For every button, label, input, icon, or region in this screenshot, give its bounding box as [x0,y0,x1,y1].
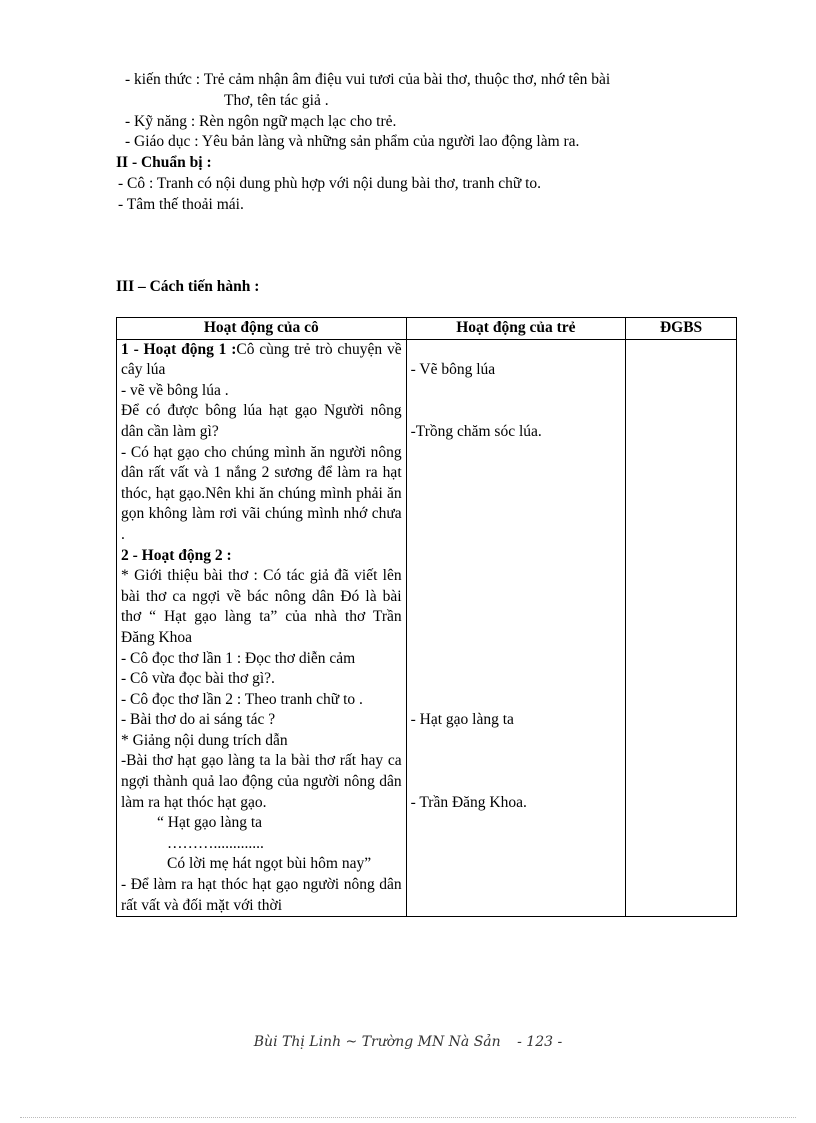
teacher-line [121,340,402,381]
prep-item-2: - Tâm thế thoải mái. [118,196,244,213]
activity-1-text: Cô cùng trẻ trò chuyện về cây lúa [121,340,402,379]
poem-quote-ellipsis: ………............. [167,834,264,852]
header-teacher: Hoạt động của cô [117,318,407,340]
objective-skill: - Kỹ năng : Rèn ngôn ngữ mạch lạc cho trẻ. [125,113,397,130]
page-number: - 123 - [517,1034,563,1050]
teacher-line: - Bài thơ do ai sáng tác ? [121,711,276,729]
teacher-line: - Cô vừa đọc bài thơ gì?. [121,670,275,688]
objective-knowledge: - kiến thức : Trẻ cảm nhận âm điệu vui tươi của bài thơ, thuộc thơ, nhớ tên bài [125,71,611,88]
teacher-line: - Để làm ra hạt thóc hạt gạo người nông dân rất vất và đối mặt với thời [121,876,402,914]
teacher-line: - Cô đọc thơ lần 1 : Đọc thơ diễn cảm [121,649,356,667]
header-child: Hoạt động của trẻ [406,318,626,340]
teacher-line: * Giới thiệu bài thơ : Có tác giả đã viết lên bài thơ ca ngợi về bác nông dân Đó là bài thơ “ Hạt gạo làng ta” của nhà thơ Trần Đăng Khoa [121,567,402,646]
prep-heading: II - Chuẩn bị : [116,154,212,171]
poem-quote-end: Có lời mẹ hát ngọt bùi hôm nay” [167,855,372,873]
child-plant-rice: -Trồng chăm sóc lúa. [410,422,542,440]
objective-knowledge-cont: Thơ, tên tác giả . [224,92,329,109]
prep-item-1: - Cô : Tranh có nội dung phù hợp với nội dung bài thơ, tranh chữ to. [118,175,542,192]
activity-2-title: 2 - Hoạt động 2 : [121,546,232,564]
child-author: - Trần Đăng Khoa. [410,793,527,811]
activity-table [116,317,737,917]
teacher-line: - Có hạt gạo cho chúng mình ăn người nông dân rất vất và 1 nắng 2 sương để làm ra hạt thóc, hạt gạo.Nên khi ăn chúng mình phải ăn gọn không làm rơi vãi chúng mình nhớ chưa . [121,443,402,543]
teacher-line: -Bài thơ hạt gạo làng ta la bài thơ rất hay ca ngợi thành quả lao động của người nông dân làm ra hạt thóc hạt gạo. [121,752,402,811]
child-activity-cell [406,339,626,917]
procedure-heading: III – Cách tiến hành : [116,278,260,295]
objective-education: - Giáo dục : Yêu bản làng và những sản phẩm của người lao động làm ra. [125,133,580,150]
teacher-line: - Cô đọc thơ lần 2 : Theo tranh chữ to . [121,690,363,708]
poem-quote-start: “ Hạt gạo làng ta [157,814,263,832]
header-assessment: ĐGBS [626,318,737,340]
child-poem-name: - Hạt gạo làng ta [410,711,514,729]
teacher-activity-cell [117,339,407,917]
assessment-cell [626,339,737,917]
activity-1-title: 1 - Hoạt động 1 : [121,340,237,358]
child-draw-rice: - Vẽ bông lúa [410,361,496,379]
teacher-line: Để có được bông lúa hạt gạo Người nông dân cần làm gì? [121,402,402,440]
page-footer [0,1034,816,1050]
table-row [117,339,737,917]
table-header-row [117,318,737,340]
teacher-line: * Giảng nội dung trích dẫn [121,731,288,749]
bottom-divider [20,1117,796,1118]
teacher-line: - vẽ về bông lúa . [121,381,229,399]
footer-author: Bùi Thị Linh ~ Trường MN Nà Sản [253,1034,501,1050]
